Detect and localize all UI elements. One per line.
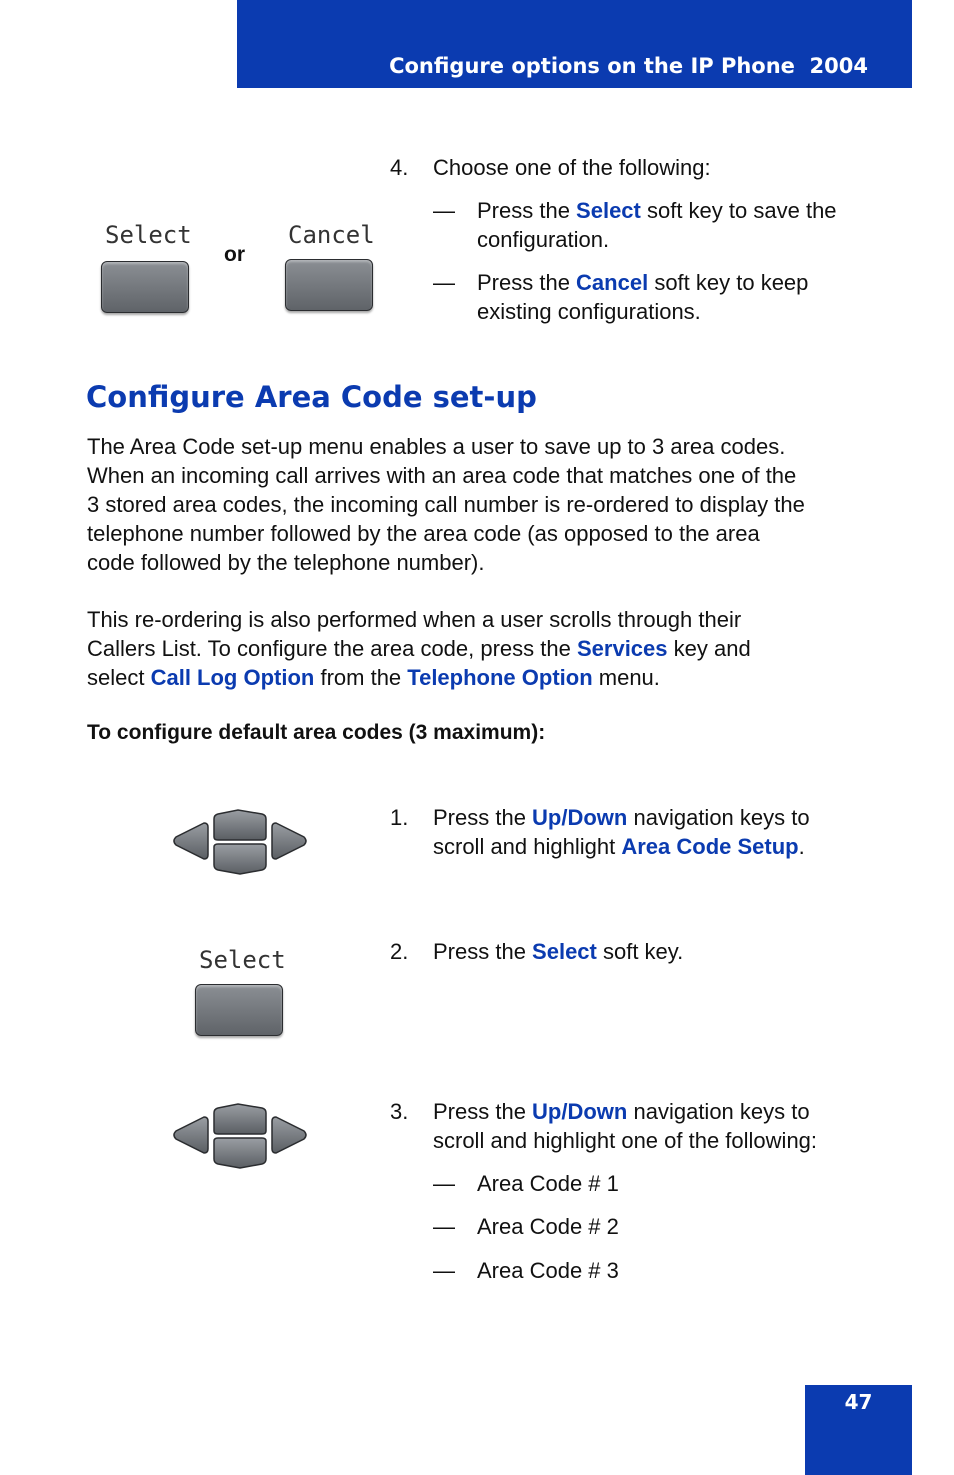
area-code-item-3: Area Code # 3 — [477, 1258, 619, 1283]
para1-line3: 3 stored area codes, the incoming call number is re-ordered to display the — [87, 492, 805, 517]
step4-number: 4. — [390, 155, 409, 180]
para1-line5: code followed by the telephone number). — [87, 550, 485, 575]
para1-line4: telephone number followed by the area code (as opposed to the area — [87, 521, 760, 546]
para1-line1: The Area Code set-up menu enables a user to save up to 3 area codes. — [87, 434, 786, 459]
para1-line2: When an incoming call arrives with an area code that matches one of the — [87, 463, 797, 488]
cancel-key-label: Cancel — [288, 221, 375, 249]
select-softkey[interactable] — [101, 261, 189, 313]
step4-text: Choose one of the following: — [433, 155, 711, 180]
or-label: or — [224, 243, 245, 266]
step4-dash-1: — — [433, 198, 455, 223]
cancel-softkey[interactable] — [285, 259, 373, 311]
para2-line3: select Call Log Option from the Telephone Option menu. — [87, 665, 660, 690]
page-number: 47 — [844, 1390, 873, 1414]
step4-option2: Press the Cancel soft key to keep — [477, 270, 809, 295]
select-key-label: Select — [105, 221, 192, 249]
step1-number: 1. — [390, 805, 409, 830]
step1-line1: Press the Up/Down navigation keys to — [433, 805, 810, 830]
page-number-box — [805, 1385, 912, 1475]
step3-number: 3. — [390, 1099, 409, 1124]
step4-option1-line2: configuration. — [477, 227, 610, 252]
header-title: Configure options on the IP Phone 2004 — [389, 54, 868, 78]
area-code-item-2: Area Code # 2 — [477, 1214, 619, 1239]
para2-line1: This re-ordering is also performed when a user scrolls through their — [87, 607, 742, 632]
header-bar — [237, 0, 912, 88]
step3-dash-1: — — [433, 1171, 455, 1196]
step4-dash-2: — — [433, 270, 455, 295]
section-title: Configure Area Code set-up — [86, 380, 537, 414]
procedure-title: To configure default area codes (3 maximum): — [87, 721, 546, 744]
navigation-keys-icon[interactable] — [172, 809, 308, 875]
select-key-label-2: Select — [199, 946, 286, 974]
step3-line1: Press the Up/Down navigation keys to — [433, 1099, 810, 1124]
step2-number: 2. — [390, 939, 409, 964]
step2-line1: Press the Select soft key. — [433, 939, 684, 964]
step1-line2: scroll and highlight Area Code Setup. — [433, 834, 805, 859]
select-softkey-2[interactable] — [195, 984, 283, 1036]
para2-line2: Callers List. To configure the area code, press the Services key and — [87, 636, 751, 661]
step3-dash-3: — — [433, 1258, 455, 1283]
step4-option1: Press the Select soft key to save the — [477, 198, 837, 223]
step3-line2: scroll and highlight one of the following: — [433, 1128, 818, 1153]
area-code-item-1: Area Code # 1 — [477, 1171, 619, 1196]
step4-option2-line2: existing configurations. — [477, 299, 701, 324]
step3-dash-2: — — [433, 1214, 455, 1239]
navigation-keys-icon-2[interactable] — [172, 1103, 308, 1169]
